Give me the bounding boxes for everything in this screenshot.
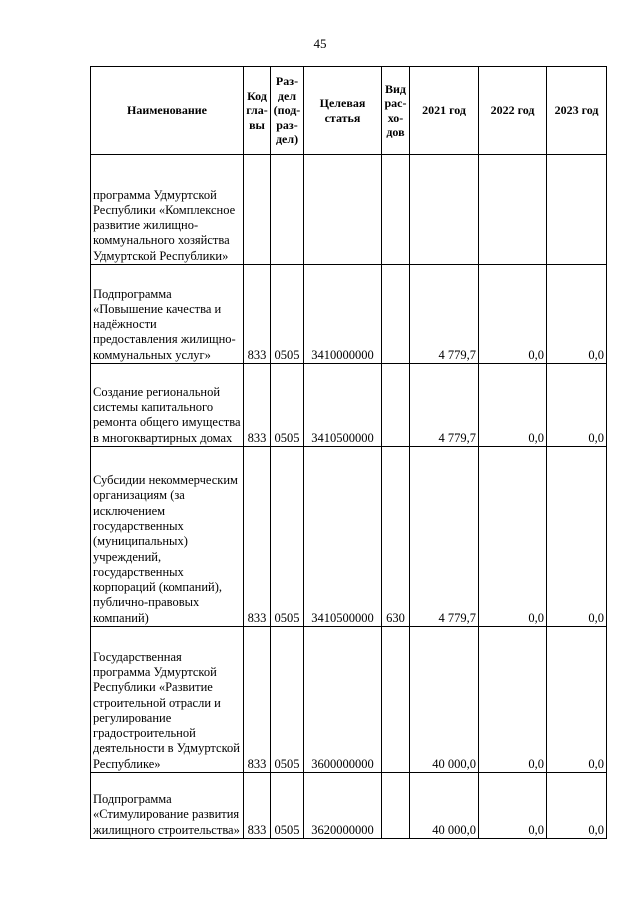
- cell-2022: 0,0: [479, 447, 547, 627]
- budget-table: [90, 66, 607, 839]
- cell-vid: [382, 627, 410, 773]
- cell-2022: 0,0: [479, 627, 547, 773]
- header-kod: Код гла- вы: [244, 67, 271, 155]
- cell-statya: 3410500000: [304, 447, 382, 627]
- cell-2023: [547, 155, 607, 265]
- cell-2021: [410, 155, 479, 265]
- table-row: [91, 364, 607, 447]
- cell-kod: [244, 155, 271, 265]
- cell-name: Государственная программа Удмуртской Республики «Развитие строительной отрасли и регулирование градостроительной деятельности в Удмуртской Республике»: [91, 627, 244, 773]
- cell-statya: 3410000000: [304, 265, 382, 364]
- cell-2022: 0,0: [479, 265, 547, 364]
- cell-name: Подпрограмма «Повышение качества и надёжности предоставления жилищно-коммунальных услуг»: [91, 265, 244, 364]
- cell-2022: 0,0: [479, 773, 547, 839]
- header-vid: Вид рас- хо- дов: [382, 67, 410, 155]
- cell-2021: 4 779,7: [410, 265, 479, 364]
- cell-razdel: 0505: [271, 447, 304, 627]
- table-row: [91, 265, 607, 364]
- cell-2022: [479, 155, 547, 265]
- page-number: 45: [313, 36, 327, 51]
- table-row: [91, 773, 607, 839]
- cell-razdel: 0505: [271, 364, 304, 447]
- cell-statya: [304, 155, 382, 265]
- cell-name: программа Удмуртской Республики «Комплексное развитие жилищно-коммунального хозяйства Удмуртской Республики»: [91, 155, 244, 265]
- cell-vid: [382, 364, 410, 447]
- cell-statya: 3410500000: [304, 364, 382, 447]
- cell-kod: 833: [244, 265, 271, 364]
- header-2021: 2021 год: [410, 67, 479, 155]
- cell-name: Подпрограмма «Стимулирование развития жилищного строительства»: [91, 773, 244, 839]
- table-header-row: [91, 67, 607, 155]
- table-row: [91, 447, 607, 627]
- cell-2022: 0,0: [479, 364, 547, 447]
- header-statya: Целевая статья: [304, 67, 382, 155]
- cell-vid: [382, 773, 410, 839]
- cell-2023: 0,0: [547, 627, 607, 773]
- cell-kod: 833: [244, 627, 271, 773]
- cell-kod: 833: [244, 364, 271, 447]
- cell-2021: 4 779,7: [410, 364, 479, 447]
- cell-razdel: 0505: [271, 627, 304, 773]
- cell-2023: 0,0: [547, 447, 607, 627]
- header-2022: 2022 год: [479, 67, 547, 155]
- cell-2021: 4 779,7: [410, 447, 479, 627]
- cell-statya: 3600000000: [304, 627, 382, 773]
- cell-2023: 0,0: [547, 265, 607, 364]
- cell-razdel: [271, 155, 304, 265]
- cell-statya: 3620000000: [304, 773, 382, 839]
- cell-kod: 833: [244, 447, 271, 627]
- header-2023: 2023 год: [547, 67, 607, 155]
- header-razdel: Раз- дел (под- раз- дел): [271, 67, 304, 155]
- cell-2023: 0,0: [547, 773, 607, 839]
- cell-vid: [382, 155, 410, 265]
- cell-vid: [382, 265, 410, 364]
- header-name: Наименование: [91, 67, 244, 155]
- cell-razdel: 0505: [271, 773, 304, 839]
- cell-2021: 40 000,0: [410, 627, 479, 773]
- cell-name: Субсидии некоммерческим организациям (за исключением государственных (муниципальных) учреждений, государственных корпораций (компаний), публично-правовых компаний): [91, 447, 244, 627]
- cell-kod: 833: [244, 773, 271, 839]
- cell-name: Создание региональной системы капитального ремонта общего имущества в многоквартирных домах: [91, 364, 244, 447]
- cell-vid: 630: [382, 447, 410, 627]
- table-row: [91, 155, 607, 265]
- cell-2023: 0,0: [547, 364, 607, 447]
- cell-2021: 40 000,0: [410, 773, 479, 839]
- table-row: [91, 627, 607, 773]
- cell-razdel: 0505: [271, 265, 304, 364]
